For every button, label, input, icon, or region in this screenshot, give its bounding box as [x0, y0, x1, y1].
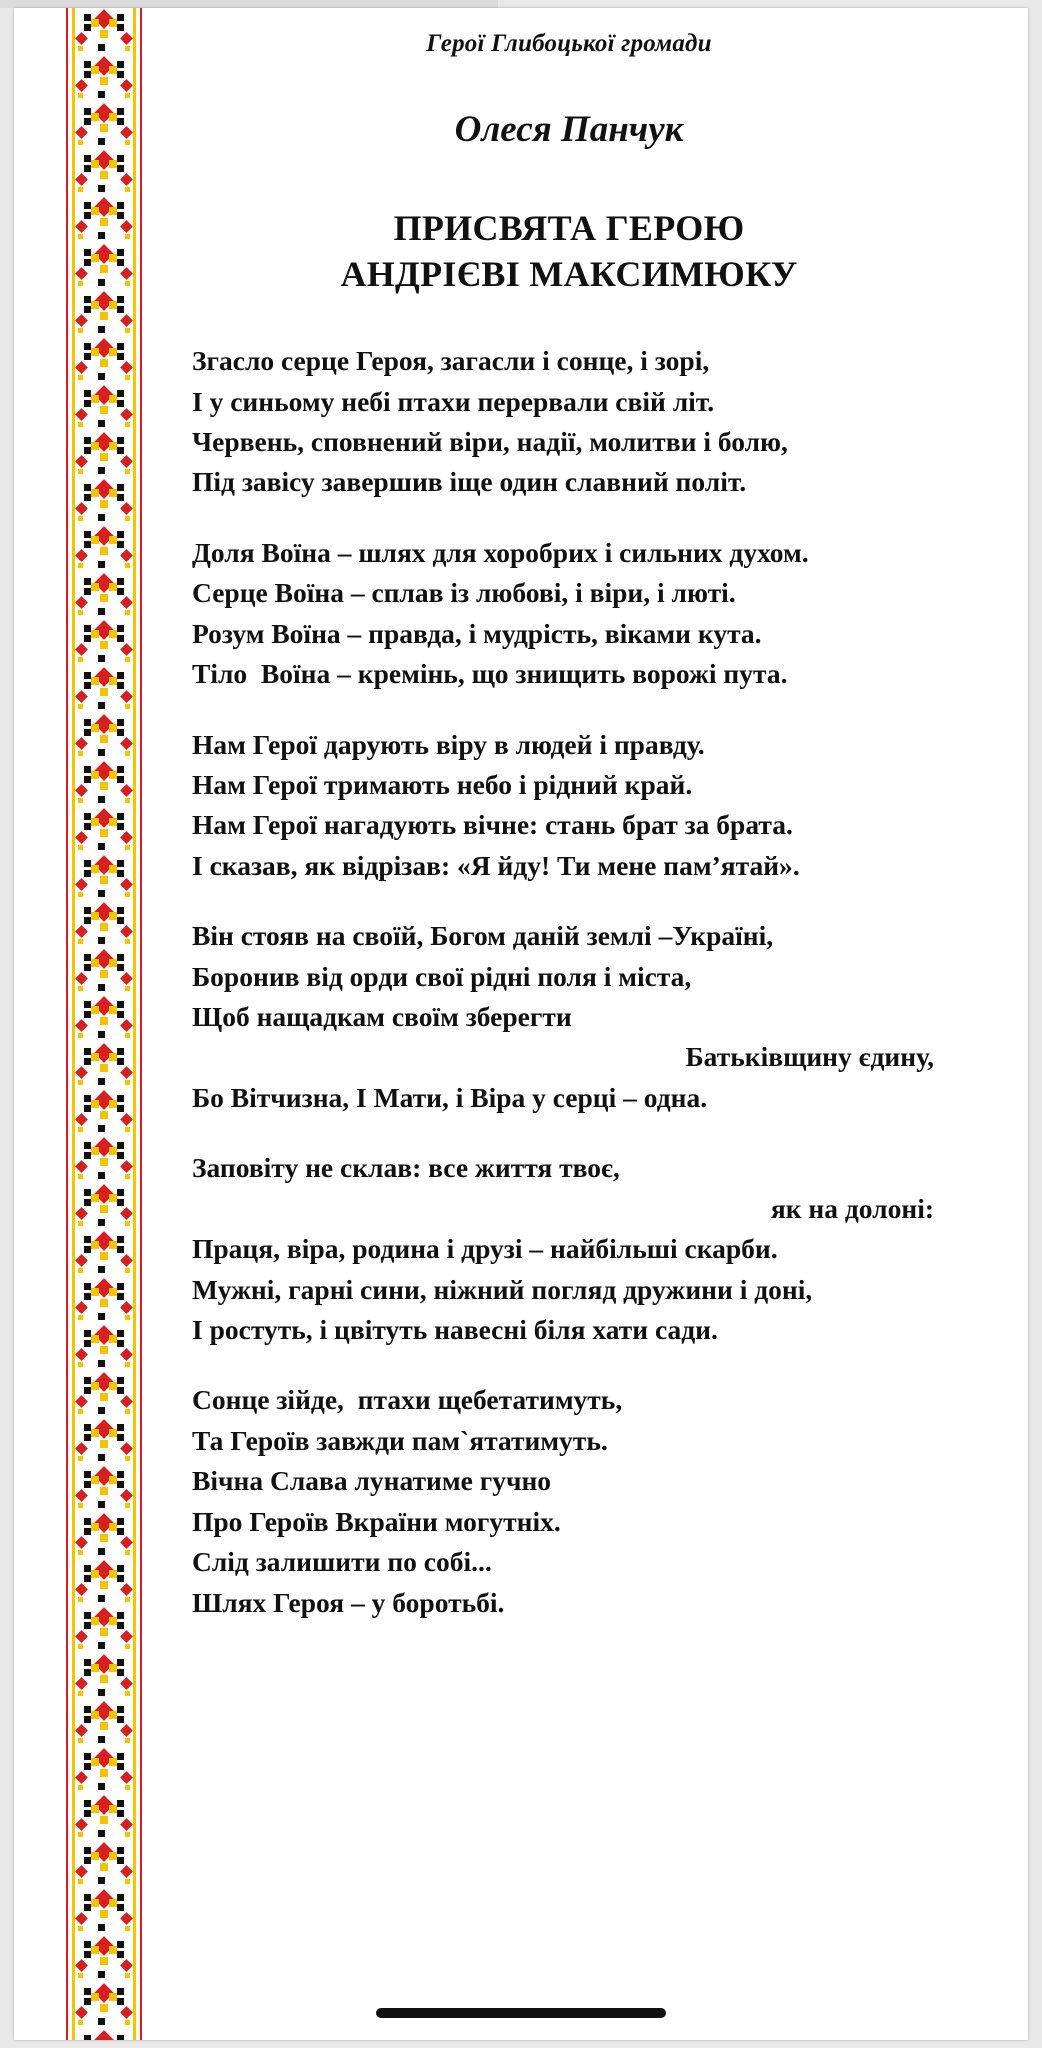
poem-line: Доля Воїна – шлях для хоробрих і сильних духом.	[192, 536, 809, 568]
embroidery-motif-icon	[64, 337, 144, 384]
poem-line: Заповіту не склав: все життя твоє,	[192, 1152, 620, 1184]
page-title-line-2: АНДРІЄВІ МАКСИМЮКУ	[340, 254, 798, 295]
embroidery-motif-icon	[64, 948, 144, 995]
embroidery-motif-icon	[64, 572, 144, 619]
poem-stanza	[192, 916, 964, 1118]
embroidery-motif-icon	[64, 995, 144, 1042]
poem-line: Сонце зійде, птахи щебетатимуть,	[192, 1384, 623, 1416]
embroidery-motif-icon	[64, 713, 144, 760]
page-title-line-1: ПРИСВЯТА ГЕРОЮ	[393, 208, 745, 248]
embroidery-motif-icon	[64, 290, 144, 337]
embroidery-motif-icon	[64, 1418, 144, 1465]
poem-stanza	[192, 533, 964, 695]
embroidery-motif-icon	[64, 1465, 144, 1512]
poem-line: Червень, сповнений віри, надії, молитви і болю,	[192, 426, 788, 457]
poem-line: І сказав, як відрізав: «Я йду! Ти мене пам’ятай».	[192, 849, 800, 881]
embroidery-motif-icon	[64, 807, 144, 854]
poem-line: Нам Герої дарують віру в людей і правду.	[192, 728, 705, 760]
embroidery-motif-icon	[64, 1042, 144, 1089]
poem-line: Мужні, гарні сини, ніжний погляд дружини і доні,	[192, 1273, 813, 1305]
poem-line: Та Героїв завжди пам`ятатимуть.	[192, 1424, 608, 1456]
poem-line: Батьківщину єдину,	[685, 1041, 934, 1073]
poem-line: Бо Вітчизна, І Мати, і Віра у серці – одна.	[192, 1081, 708, 1113]
embroidery-motif-icon	[64, 525, 144, 572]
poem-line: Шлях Героя – у боротьбі.	[192, 1586, 505, 1618]
poem-stanza	[192, 341, 964, 503]
poem-line: Праця, віра, родина і друзі – найбільші скарби.	[192, 1233, 778, 1265]
embroidery-motif-icon	[64, 1653, 144, 1700]
embroidery-motif-icon	[64, 1512, 144, 1559]
embroidery-motif-icon	[64, 1089, 144, 1136]
embroidery-motif-icon	[64, 2029, 144, 2040]
poem-line: Боронив від орди свої рідні поля і міста,	[192, 960, 692, 992]
embroidery-motif-icon	[64, 1935, 144, 1982]
poem-line: Розум Воїна – правда, і мудрість, віками кута.	[192, 617, 762, 649]
poem-line: І ростуть, і цвітуть навесні біля хати сади.	[192, 1314, 718, 1346]
poem-line: І у синьому небі птахи перервали свій літ.	[192, 385, 715, 417]
embroidery-motif-icon	[64, 8, 144, 55]
poem-line: Нам Герої нагадують вічне: стань брат за брата.	[192, 809, 793, 841]
embroidery-motif-icon	[64, 1888, 144, 1935]
poem-line: Під завісу завершив іще один славний політ.	[192, 466, 747, 498]
embroidery-motif-icon	[64, 1559, 144, 1606]
embroidery-motif-icon	[64, 901, 144, 948]
poem-stanza	[192, 1380, 964, 1623]
embroidery-motif-icon	[64, 478, 144, 525]
embroidery-motif-icon	[64, 1700, 144, 1747]
page-title	[174, 205, 964, 297]
embroidery-motif-icon	[64, 196, 144, 243]
embroidery-motif-icon	[64, 1747, 144, 1794]
embroidery-motif-icon	[64, 149, 144, 196]
embroidery-motif-icon	[64, 1230, 144, 1277]
poem-line: Тіло Воїна – кремінь, що знищить ворожі пута.	[192, 658, 788, 690]
embroidery-motif-icon	[64, 1136, 144, 1183]
poem-line: Згасло серце Героя, загасли і сонце, і зорі,	[192, 345, 710, 377]
embroidery-motif-icon	[64, 1324, 144, 1371]
embroidery-motif-icon	[64, 1371, 144, 1418]
embroidery-motif-icon	[64, 1183, 144, 1230]
home-indicator[interactable]	[376, 2008, 666, 2018]
embroidery-motif-icon	[64, 1982, 144, 2029]
poem-line: Нам Герої тримають небо і рідний край.	[192, 768, 693, 800]
poem-body	[192, 341, 964, 1623]
embroidery-motif-icon	[64, 1606, 144, 1653]
embroidery-motif-icon	[64, 666, 144, 713]
embroidery-motif-icon	[64, 55, 144, 102]
status-strip-left	[0, 0, 498, 8]
poem-line: Він стояв на своїй, Богом даній землі –Україні,	[192, 920, 774, 952]
embroidery-motif-icon	[64, 1841, 144, 1888]
status-strip	[0, 0, 1042, 8]
poem-stanza	[192, 725, 964, 887]
embroidery-motif-icon	[64, 243, 144, 290]
poem-line: Серце Воїна – сплав із любові, і віри, і люті.	[192, 577, 736, 609]
running-head: Герої Глибоцької громади	[426, 30, 712, 57]
embroidery-motif-icon	[64, 1277, 144, 1324]
poem-line: як на долоні:	[770, 1192, 934, 1224]
poem-line: Щоб нащадкам своїм зберегти	[192, 1001, 572, 1033]
poem-line: Про Героїв Вкраїни могутніх.	[192, 1505, 561, 1537]
author-name: Олеся Панчук	[454, 109, 684, 150]
ukrainian-embroidery-border-icon	[64, 8, 144, 2040]
embroidery-motif-icon	[64, 431, 144, 478]
document-page	[14, 8, 1028, 2040]
embroidery-motif-icon	[64, 854, 144, 901]
poem-stanza	[192, 1148, 964, 1350]
poem-line: Слід залишити по собі...	[192, 1546, 492, 1578]
poem-line: Вічна Слава лунатиме гучно	[192, 1465, 552, 1497]
embroidery-motif-icon	[64, 1794, 144, 1841]
embroidery-motif-icon	[64, 384, 144, 431]
document-content	[174, 8, 964, 1653]
embroidery-motif-icon	[64, 619, 144, 666]
embroidery-motif-icon	[64, 102, 144, 149]
embroidery-motif-icon	[64, 760, 144, 807]
